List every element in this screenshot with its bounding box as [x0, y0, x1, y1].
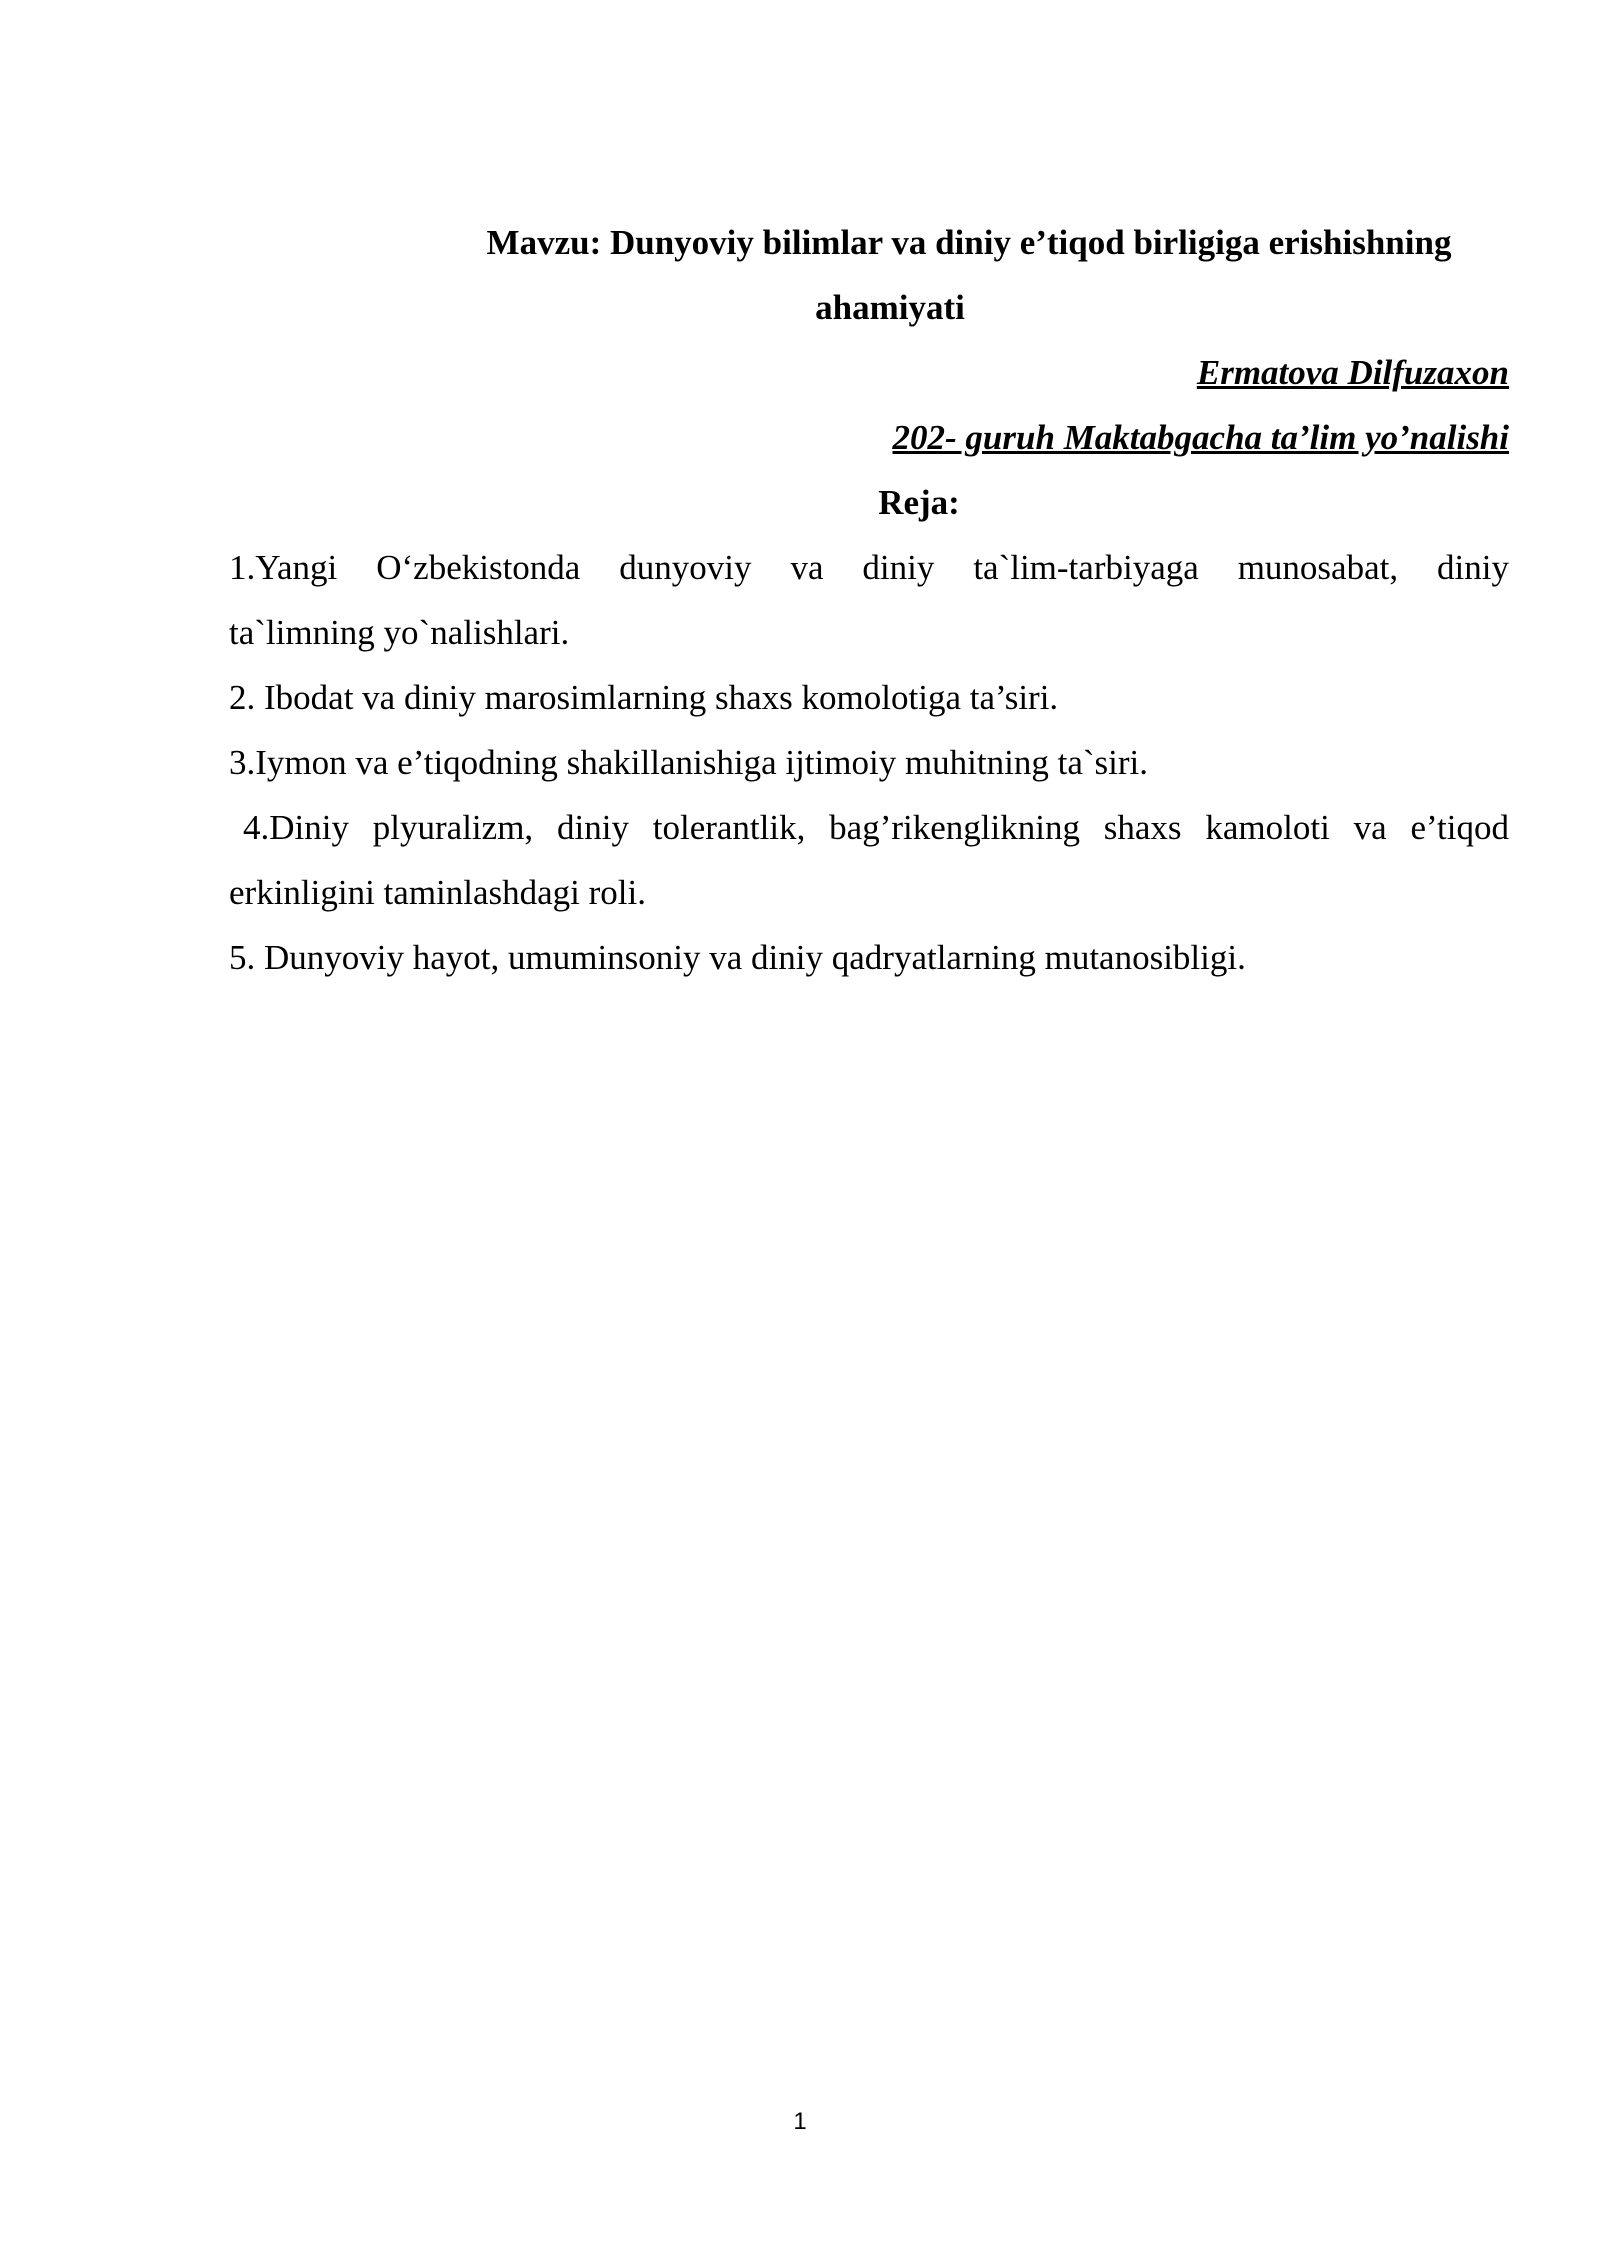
- plan-item-5-line1: 5. Dunyoviy hayot, umuminsoniy va diniy qadryatlarning mutanosibligi.: [229, 938, 1246, 977]
- plan-item-2-line1: 2. Ibodat va diniy marosimlarning shaxs komolotiga ta’siri.: [229, 678, 1059, 717]
- plan-item-4-line1: 4.Diniy plyuralizm, diniy tolerantlik, bag’rikenglikning shaxs kamoloti va e’tiqod: [243, 808, 1509, 847]
- author-name: [229, 340, 1509, 405]
- plan-item-3-line1: 3.Iymon va e’tiqodning shakillanishiga ijtimoiy muhitning ta`siri.: [229, 743, 1148, 782]
- plan-item-1-line1: 1.Yangi O‘zbekistonda dunyoviy va diniy ta`lim-tarbiyaga munosabat, diniy: [229, 548, 1509, 587]
- page-number: 1: [793, 2108, 807, 2135]
- plan-item-3: [229, 730, 1509, 795]
- author-group: [229, 405, 1509, 470]
- plan-heading: Reja:: [878, 483, 960, 522]
- document-title-line2: ahamiyati: [815, 288, 965, 327]
- author-name-text: Ermatova Dilfuzaxon: [1196, 353, 1509, 392]
- plan-item-4: [229, 795, 1509, 925]
- plan-item-5: [229, 925, 1509, 990]
- author-group-text: 202- guruh Maktabgacha ta’lim yo’nalishi: [892, 418, 1509, 457]
- plan-item-4-line2: erkinligini taminlashdagi roli.: [229, 873, 647, 912]
- plan-item-2: [229, 665, 1509, 730]
- document-body: [229, 210, 1509, 990]
- plan-list: [229, 535, 1509, 990]
- document-title-line1: Mavzu: Dunyoviy bilimlar va diniy e’tiqod birligiga erishishning: [486, 223, 1452, 262]
- plan-item-1: [229, 535, 1509, 665]
- plan-item-1-line2: ta`limning yo`nalishlari.: [229, 613, 570, 652]
